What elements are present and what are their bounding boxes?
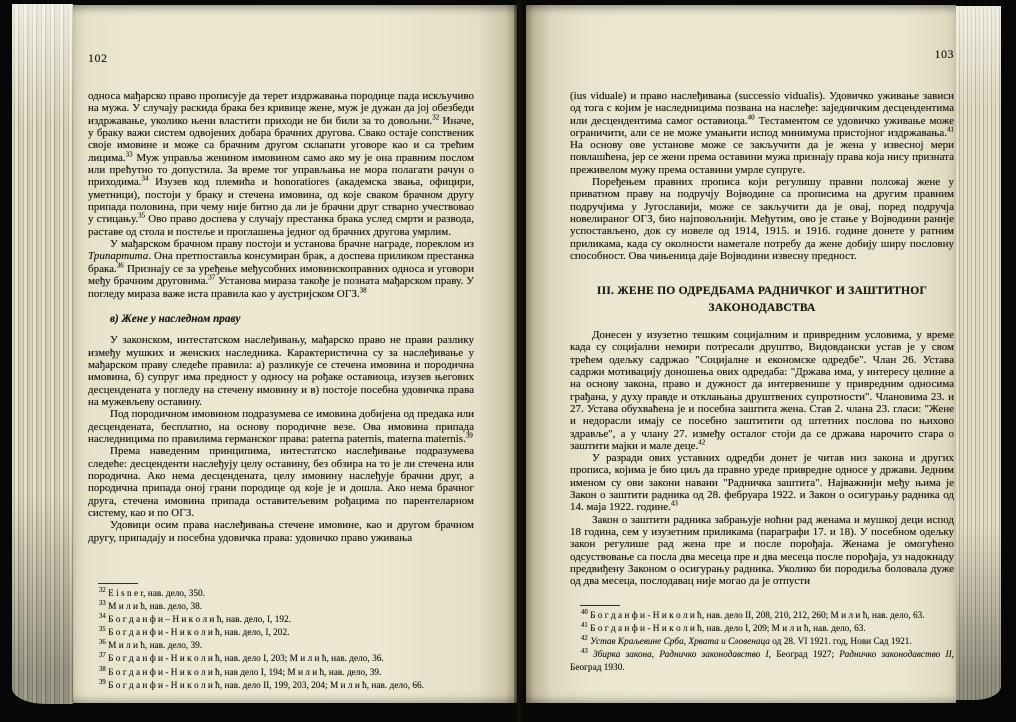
footnote-number: 32	[99, 586, 106, 594]
footnote: $^{37}$ Б о г д а н ф и - Н и к о л и ћ, нав. дело I, 203; М и л и ћ, нав. дело, 36.	[99, 652, 384, 665]
paragraph: У разради ових уставних одредби донет је читав низ закона и других прописа, којима је био циљ да правно уреде привредне односе у држави. Једним именом су ови закони навани "Радничка заштита". Најважнији међу њима је Закон о заштити радника од 28. фебруара 1922. и Закон о осигурању радника од 14. маја 1922. године.$^{43}$	[570, 452, 954, 514]
footnote: $^{41}$ Б о г д а н ф и - Н и к о л и ћ, нав. дело I, 209; М и л и ћ, нав. дело, 63.	[581, 622, 866, 635]
paragraph: односа мађарско право прописује да терет издржавања породице пада искључиво на мужа. У случају раскида брака без кривице жене, муж је дужан да јој обезбеди издржавање, уколико њени властити приходи не би били за то довољни.$^{32}$ Иначе, у браку важи систем одвојених добара брачних другова. Свако остаје сопственик своје имовине и може са брачним другом склапати уговоре као и са трећим лицима.$^{33}$ Муж управља женином имовином само ако му је она правним послом или прећутно то допустила. За време тог управљања не мора полагати рачун о приходима.$^{34}$ Изузев код племића и honoratiores (академска звања, официри, уметници), постоји у браку и стечена имовина, од које сваком брачном другу припада половина, при чему није битно да ли је брачни друг стварно учествовао у стицању.$^{35}$ Ово право доспева у случају престанка брака услед смрти и развода, раставе од стола и постеље и проглашења једног од брачних другова умрлим.	[88, 90, 474, 238]
footnote-number: 38	[99, 665, 106, 673]
paragraph: Донесен у изузетно тешким социјалним и привредним условима, у време када су социјални немири потресали друштво, Видовдански устав је у свом трећем одељку садржао "Социјалне и економске одредбе". Члан 26. Устава садржи мотивацију доношења ових одредаба: "Држава има, у интересу целине а на основу закона, право и дужност да интервенише у привредним односима грађана, у духу правде и отклањања друштвених супротности". Члановима 23. и 27. Устава обухваћена је и посебна заштита жена. Став 2. члана 23. гласи: "Жене и недорасли имају се посебно заштитити од штетних послова по њихово здравље", а у члану 27. између осталог стоји да се држава нарочито стара о заштити мајки и мале деце.$^{42}$	[570, 329, 954, 452]
footnote: $^{39}$ Б о г д а н ф и - Н и к о л и ћ, нав. дело II, 199, 203, 204; М и л и ћ, нав. дело, 66.	[99, 678, 424, 691]
section-heading: III. ЖЕНЕ ПО ОДРЕДБАМА РАДНИЧКОГ И ЗАШТИТНОГ ЗАКОНОДАВСТВА	[596, 284, 928, 314]
page-number-right: 103	[934, 47, 954, 61]
footnote-list	[88, 588, 474, 693]
page-edge-stack-left	[12, 4, 73, 704]
paragraph: Закон о заштити радника забрањује ноћни рад женама и мушкој деци испод 18 година, сем у изузетним приликама (параграфи 17. и 18). У посебном одељку закон регулише рад жена пре и после порођаја. Женама је омогућено одсуствовање са посла два месеца пре и два месеца после порођаја, уз надокнаду предвиђену Законом о осигурању радника. Уколико би породиља боловала дуже од два месеца, послодавац није могао да је отпусти	[570, 513, 954, 588]
footnote-marker: 32	[432, 113, 440, 122]
footnotes-left	[88, 583, 474, 693]
footnote-number: 43	[581, 648, 588, 656]
footnote-marker: 43	[670, 499, 678, 508]
footnote-marker: 40	[747, 112, 755, 121]
paragraph: Под породичном имовином подразумева се имовина добијена од предака или десцендената, бесплатно, на основу породичне везе. Ова имовина припада наследницима по правилима германског права: paterna paternis, materna maternis.$^{39}$	[88, 408, 474, 445]
footnote-marker: 42	[698, 438, 706, 447]
footnote-number: 35	[99, 626, 106, 634]
footnote: $^{38}$ Б о г д а н ф и - Н и к о л и ћ, нав дело I, 194; М и л и ћ, нав. дело, 39.	[99, 665, 382, 678]
sub-section-heading: в) Жене у наследном праву	[110, 312, 241, 325]
footnote-marker: 39	[465, 431, 473, 440]
footnote-number: 39	[99, 678, 106, 686]
italic-text: Устав Краљевине Срба, Хрвата и Словенаца	[590, 637, 770, 648]
footnote-number: 36	[99, 639, 106, 647]
italic-text: Збирка закона, Радничко законодавство I,	[593, 650, 771, 661]
footnote-rule	[98, 583, 138, 584]
footnote-number: 41	[581, 622, 588, 629]
footnote-rule	[580, 605, 620, 606]
footnote-marker: 38	[359, 285, 367, 294]
footnote: $^{35}$ Б о г д а н ф и - Н и к о л и ћ, нав. дело, I, 202.	[99, 626, 290, 639]
paragraph: Поређењем правних прописа који регулишу правни положај жене у приватном праву на подручју Војводине са прописима на другим правним подручјима у Југославији, може се закључити да је овај, поред подручја новелираног ОГЗ, био најповољнији. Међутим, ово је стање у Војводини раније успостављено, док су новеле од 1914, 1915. и 1916. године донете у ратним приликама, када су околности наметале потребу да жене добију ширу пословну способност. Ова чињеница даје Војводини извесну предност.	[570, 176, 954, 262]
footnote-number: 37	[99, 652, 106, 660]
footnote: $^{42}$ Устав Краљевине Срба, Хрвата и Словенаца од 28. VI 1921. год, Нови Сад 1921.	[581, 635, 912, 648]
page-left	[73, 5, 517, 703]
page-edge-stack-right	[956, 6, 1001, 700]
footnote: $^{34}$ Б о г д а н ф и – Н и к о л и ћ, нав. дело, I, 192.	[99, 613, 291, 626]
footnote: $^{40}$ Б о г д а н ф и - Н и к о л и ћ, нав. дело II, 208, 210, 212, 260; М и л и ћ, нав. дело, 63.	[581, 608, 925, 621]
footnote-marker: 35	[138, 211, 146, 220]
body-text-right	[570, 90, 954, 587]
footnote: $^{33}$ М и л и ћ, нав. дело, 38.	[99, 600, 203, 613]
footnote-marker: 33	[125, 150, 133, 159]
footnote-marker: 36	[116, 261, 124, 270]
footnote-list	[570, 610, 954, 675]
text-column-right	[570, 47, 954, 587]
footnote: $^{36}$ М и л и ћ, нав. дело, 39.	[99, 639, 203, 652]
paragraph: (ius viduale) и право наслеђивања (successio vidualis). Удовичко уживање зависи од тога с којим је наследницима позвана на наслеђе: заједничким десцендентима или десцендентима самог оставиоца.$^{40}$ Тестаментом се удовичко уживање може ограничити, али се не може умањити испод минимума пристојног издржавања.$^{41}$ На основу ове установе може се закључити да је жена у извесној мери повлашћена, јер се жени према оставини мужа признају права која нису призната преживелом мужу према оставини умрле супруге.	[570, 90, 954, 176]
paragraph: У мађарском брачном праву постоји и установа брачне награде, пореклом из Трипартита. Она претпоставља консумиран брак, а доспева приликом престанка брака.$^{36}$ Признају се за уређење међусобних имовинскоправних односа и уговори међу брачним друговима.$^{37}$ Установа мираза такође је позната мађарском праву. У погледу мираза важе иста правила као у аустријском ОГЗ.$^{38}$	[88, 238, 475, 300]
footnote: $^{32}$ E i s n e r, нав. дело, 350.	[99, 586, 205, 599]
footnotes-right	[570, 605, 954, 675]
page-number-left: 102	[88, 51, 108, 65]
paragraph: Удовици осим права наслеђивања стечене имовине, као и другом брачном другу, припадају и посебна удовичка права: удовичко право уживања	[88, 519, 474, 544]
footnote-number: 42	[581, 635, 588, 643]
footnote-number: 34	[99, 613, 106, 621]
footnote-marker: 37	[208, 273, 216, 282]
paragraph: У законском, интестатском наслеђивању, мађарско право не прави разлику између мушких и женских наследника. Карактеристична су за наслеђивање у мађарском праву следеће правила: а) разликује се стечена имовина и породична имовина, б) супруг има предност у односу на рођаке оставиоца, изузев његових десцендената у погледу на стечену имовину и в) постоје посебна удовичка права на мужевљеву оставину.	[88, 334, 474, 408]
italic-text: Трипартита	[88, 250, 149, 263]
page-right	[526, 5, 956, 703]
footnote-number: 33	[99, 600, 106, 607]
paragraph: Према наведеним принципима, интестатско наслеђивање подразумева следеће: десценденти наслеђују целу оставину, без обзира на то је ли стечена или породична. Ако нема десцендената, целу имовину наслеђује брачни друг, а породична припада оној грани породице од које је и дошла. Ако нема брачног друга, стечена имовина припада оставитељевим рођацима по парентеларном систему, као и по ОГЗ.	[88, 445, 474, 519]
text-column-left	[88, 51, 474, 544]
footnote: $^{43}$ Збирка закона, Радничко законодавство I, Београд 1927; Радничко законодавство II, Београд 1930.	[570, 648, 954, 674]
italic-text: Радничко законодавство II,	[839, 650, 954, 661]
body-text-left	[88, 90, 474, 544]
footnote-marker: 41	[947, 125, 954, 134]
footnote-marker: 34	[141, 174, 149, 183]
footnote-number: 40	[581, 608, 588, 616]
